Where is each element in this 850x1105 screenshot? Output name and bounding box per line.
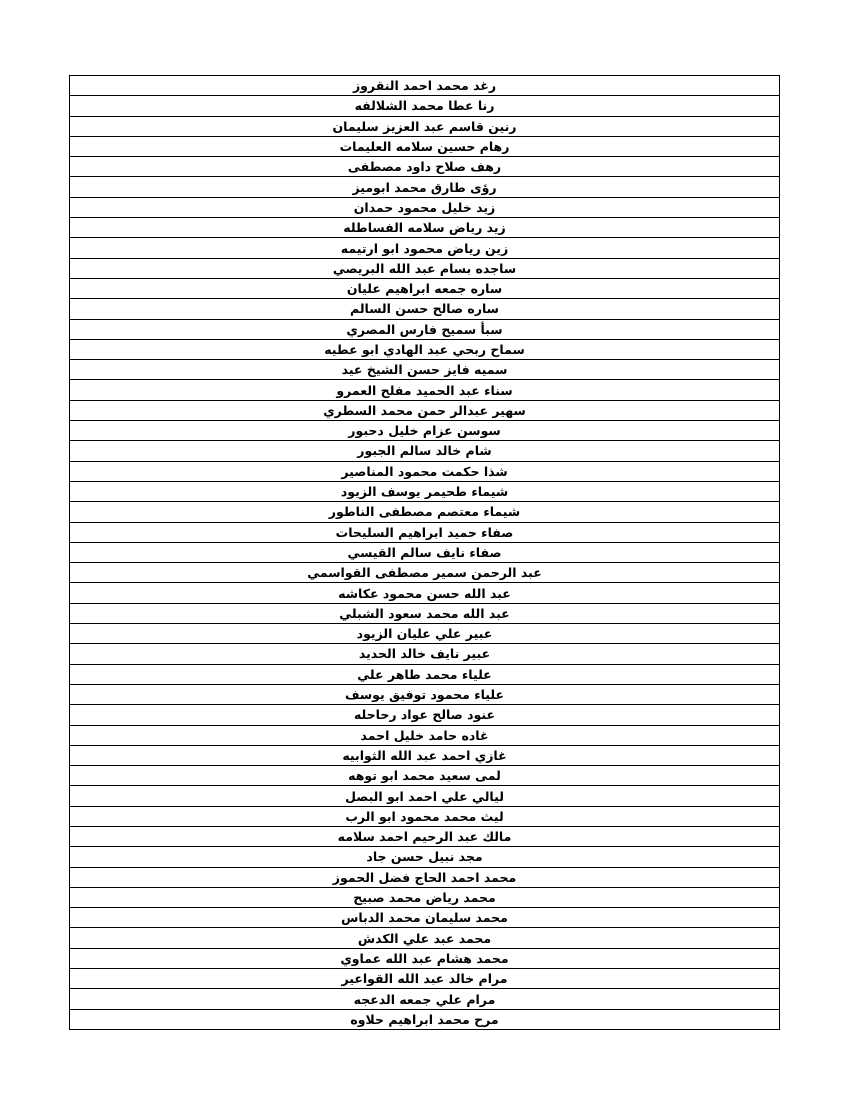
name-cell: شيماء معتصم مصطفى الناطور — [70, 502, 780, 522]
table-row — [70, 1009, 780, 1029]
name-cell: صفاء حميد ابراهيم السليحات — [70, 522, 780, 542]
name-cell: سبأ سميح فارس المصري — [70, 319, 780, 339]
name-cell: غازي احمد عبد الله الثوابيه — [70, 745, 780, 765]
name-cell: عنود صالح عواد رحاحله — [70, 705, 780, 725]
table-row — [70, 766, 780, 786]
table-row — [70, 725, 780, 745]
name-cell: زيد خليل محمود حمدان — [70, 197, 780, 217]
table-row — [70, 644, 780, 664]
name-cell: محمد هشام عبد الله عماوي — [70, 948, 780, 968]
name-cell: زين رياض محمود ابو ارتيمه — [70, 238, 780, 258]
table-row — [70, 339, 780, 359]
table-row — [70, 745, 780, 765]
name-cell: محمد سليمان محمد الدباس — [70, 908, 780, 928]
table-row — [70, 319, 780, 339]
table-row — [70, 542, 780, 562]
name-cell: ليالي علي احمد ابو البصل — [70, 786, 780, 806]
table-row — [70, 948, 780, 968]
table-row — [70, 157, 780, 177]
name-cell: عبد الله حسن محمود عكاشه — [70, 583, 780, 603]
table-row — [70, 887, 780, 907]
name-cell: مرام خالد عبد الله القواعير — [70, 969, 780, 989]
table-row — [70, 908, 780, 928]
name-cell: غاده حامد خليل احمد — [70, 725, 780, 745]
name-cell: رنا عطا محمد الشلالفه — [70, 96, 780, 116]
name-cell: سناء عبد الحميد مفلح العمرو — [70, 380, 780, 400]
name-cell: مرح محمد ابراهيم حلاوه — [70, 1009, 780, 1029]
name-cell: سماح ربحي عبد الهادي ابو عطيه — [70, 339, 780, 359]
name-cell: رهف صلاح داود مصطفى — [70, 157, 780, 177]
name-cell: سميه فايز حسن الشيخ عيد — [70, 360, 780, 380]
table-row — [70, 928, 780, 948]
name-cell: محمد احمد الحاج فضل الحموز — [70, 867, 780, 887]
name-cell: عبير نايف خالد الحديد — [70, 644, 780, 664]
name-cell: زيد رياض سلامه الفساطله — [70, 218, 780, 238]
table-row — [70, 461, 780, 481]
table-row — [70, 96, 780, 116]
table-row — [70, 197, 780, 217]
name-cell: صفاء نايف سالم القيسي — [70, 542, 780, 562]
name-cell: رهام حسين سلامه العليمات — [70, 136, 780, 156]
table-row — [70, 583, 780, 603]
name-cell: شيماء طحيمر يوسف الزيود — [70, 481, 780, 501]
name-cell: مالك عبد الرحيم احمد سلامه — [70, 826, 780, 846]
table-row — [70, 380, 780, 400]
table-row — [70, 522, 780, 542]
table-row — [70, 786, 780, 806]
table-row — [70, 563, 780, 583]
name-cell: محمد رياض محمد صبيح — [70, 887, 780, 907]
name-cell: شذا حكمت محمود المناصير — [70, 461, 780, 481]
table-row — [70, 705, 780, 725]
table-row — [70, 603, 780, 623]
table-row — [70, 400, 780, 420]
table-row — [70, 278, 780, 298]
name-cell: مجد نبيل حسن جاد — [70, 847, 780, 867]
name-cell: لمى سعيد محمد ابو توهه — [70, 766, 780, 786]
table-row — [70, 299, 780, 319]
name-cell: رنين قاسم عبد العزيز سليمان — [70, 116, 780, 136]
name-cell: ساجده بسام عبد الله البريصي — [70, 258, 780, 278]
name-cell: ساره صالح حسن السالم — [70, 299, 780, 319]
table-row — [70, 502, 780, 522]
table-row — [70, 806, 780, 826]
table-row — [70, 218, 780, 238]
names-table-body — [70, 76, 780, 1030]
name-cell: عبير علي عليان الزيود — [70, 624, 780, 644]
name-cell: سهير عبدالر حمن محمد السطري — [70, 400, 780, 420]
table-row — [70, 969, 780, 989]
table-row — [70, 136, 780, 156]
table-row — [70, 116, 780, 136]
name-cell: علياء محمود توفيق يوسف — [70, 684, 780, 704]
name-cell: سوسن عزام خليل دحبور — [70, 421, 780, 441]
table-row — [70, 847, 780, 867]
name-cell: ليث محمد محمود ابو الرب — [70, 806, 780, 826]
table-row — [70, 826, 780, 846]
table-row — [70, 238, 780, 258]
name-cell: محمد عبد علي الكدش — [70, 928, 780, 948]
name-cell: عبد الرحمن سمير مصطفى القواسمي — [70, 563, 780, 583]
name-cell: عبد الله محمد سعود الشبلي — [70, 603, 780, 623]
table-row — [70, 76, 780, 96]
table-row — [70, 258, 780, 278]
table-row — [70, 867, 780, 887]
name-cell: ساره جمعه ابراهيم عليان — [70, 278, 780, 298]
table-row — [70, 664, 780, 684]
table-row — [70, 360, 780, 380]
table-row — [70, 441, 780, 461]
name-cell: رغد محمد احمد النقروز — [70, 76, 780, 96]
name-cell: شام خالد سالم الجبور — [70, 441, 780, 461]
name-cell: علياء محمد طاهر علي — [70, 664, 780, 684]
table-row — [70, 421, 780, 441]
table-row — [70, 177, 780, 197]
table-row — [70, 989, 780, 1009]
table-row — [70, 481, 780, 501]
table-row — [70, 684, 780, 704]
table-row — [70, 624, 780, 644]
name-cell: رؤى طارق محمد ابوميز — [70, 177, 780, 197]
names-table — [69, 75, 780, 1030]
name-cell: مرام علي جمعه الدعجه — [70, 989, 780, 1009]
